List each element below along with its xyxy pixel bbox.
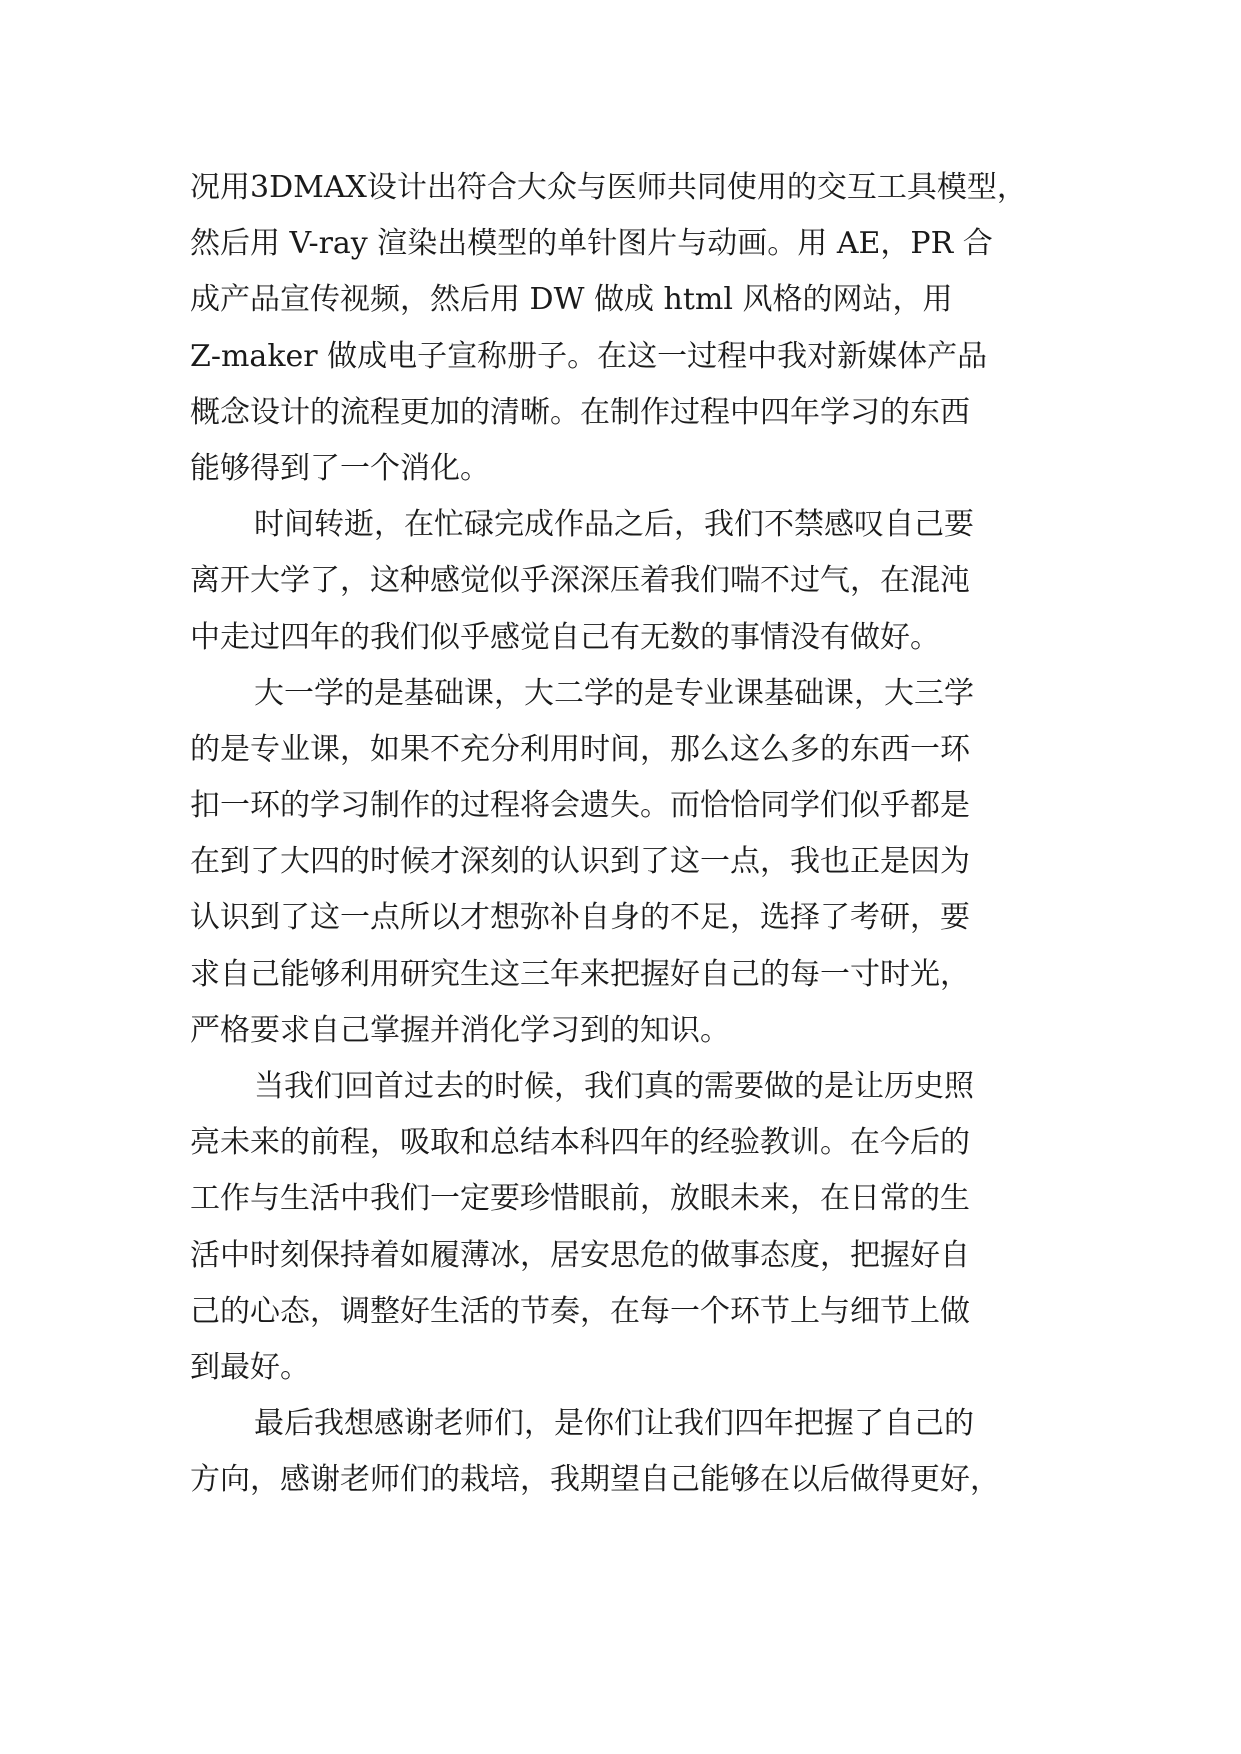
text-line: 求自己能够利用研究生这三年来把握好自己的每一寸时光， — [190, 956, 970, 992]
text-line: 扣一环的学习制作的过程将会遗失。而恰恰同学们似乎都是 — [190, 788, 970, 824]
text-line: 在到了大四的时候才深刻的认识到了这一点，我也正是因为 — [190, 844, 970, 880]
text-line: 己的心态，调整好生活的节奏，在每一个环节上与细节上做 — [190, 1293, 970, 1329]
text-line: 能够得到了一个消化。 — [190, 450, 490, 486]
text-line: 认识到了这一点所以才想弥补自身的不足，选择了考研，要 — [190, 900, 970, 936]
text-line: 的是专业课，如果不充分利用时间，那么这么多的东西一环 — [190, 731, 970, 767]
document-body — [190, 160, 1090, 1509]
paragraph-first-line: 最后我想感谢老师们，是你们让我们四年把握了自己的 — [254, 1406, 974, 1442]
text-line: 活中时刻保持着如履薄冰，居安思危的做事态度，把握好自 — [190, 1237, 970, 1273]
text-line: 严格要求自己掌握并消化学习到的知识。 — [190, 1012, 730, 1048]
paragraph-first-line: 当我们回首过去的时候，我们真的需要做的是让历史照 — [254, 1069, 974, 1104]
text-line: 到最好。 — [190, 1349, 310, 1385]
text-line: 中走过四年的我们似乎感觉自己有无数的事情没有做好。 — [190, 619, 940, 655]
paragraph-first-line: 时间转逝，在忙碌完成作品之后，我们不禁感叹自己要 — [254, 507, 974, 543]
text-line: 况用3DMAX设计出符合大众与医师共同使用的交互工具模型， — [190, 170, 1027, 205]
text-line: Z-maker 做成电子宣称册子。在这一过程中我对新媒体产品 — [190, 338, 988, 374]
text-line: 离开大学了，这种感觉似乎深深压着我们喘不过气，在混沌 — [190, 563, 970, 599]
text-line: 亮未来的前程，吸取和总结本科四年的经验教训。在今后的 — [190, 1125, 970, 1161]
text-line: 概念设计的流程更加的清晰。在制作过程中四年学习的东西 — [190, 394, 970, 430]
text-line: 工作与生活中我们一定要珍惜眼前，放眼未来，在日常的生 — [190, 1181, 970, 1217]
text-line: 成产品宣传视频，然后用 DW 做成 html 风格的网站，用 — [190, 282, 953, 318]
paragraph-first-line: 大一学的是基础课，大二学的是专业课基础课，大三学 — [254, 675, 974, 711]
text-line: 然后用 V-ray 渲染出模型的单针图片与动画。用 AE，PR 合 — [190, 226, 993, 262]
text-line: 方向，感谢老师们的栽培，我期望自己能够在以后做得更好， — [190, 1462, 1000, 1498]
